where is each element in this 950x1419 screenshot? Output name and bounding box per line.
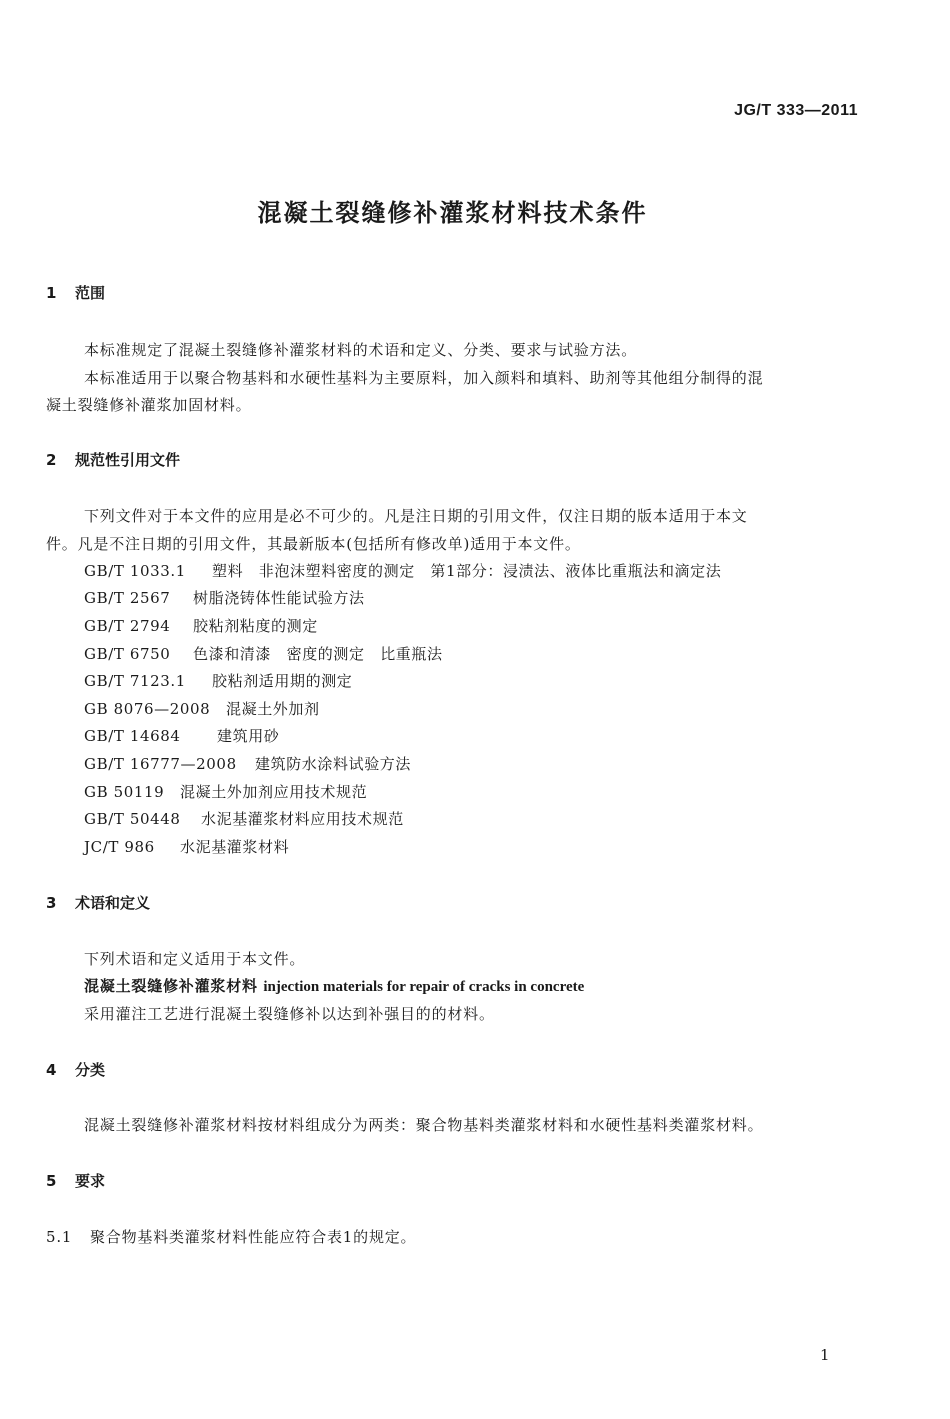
reference-title: 塑料 非泡沫塑料密度的测定 第1部分：浸渍法、液体比重瓶法和滴定法 (212, 562, 722, 580)
reference-code: GB/T 14684 (84, 727, 181, 745)
terms-intro: 下列术语和定义适用于本文件。 (84, 950, 306, 968)
section-number: 3 (46, 894, 57, 912)
classification-text: 混凝土裂缝修补灌浆材料按材料组成分为两类：聚合物基料类灌浆材料和水硬性基料类灌浆材料。 (84, 1116, 764, 1134)
reference-code: JC/T 986 (84, 838, 155, 856)
reference-code: GB/T 6750 (84, 645, 171, 663)
reference-code: GB/T 2567 (84, 589, 171, 607)
section-number: 2 (46, 451, 57, 469)
standard-code: JG/T 333—2011 (734, 102, 858, 119)
reference-code: GB/T 16777—2008 (84, 755, 237, 773)
reference-title: 胶粘剂适用期的测定 (212, 672, 353, 690)
reference-code: GB/T 1033.1 (84, 562, 186, 580)
reference-title: 水泥基灌浆材料应用技术规范 (201, 810, 404, 828)
reference-title: 水泥基灌浆材料 (180, 838, 290, 856)
references-intro-line-1: 下列文件对于本文件的应用是必不可少的。凡是注日期的引用文件，仅注日期的版本适用于本文 (84, 507, 748, 525)
reference-title: 混凝土外加剂 (226, 700, 320, 718)
section-title: 分类 (75, 1061, 106, 1079)
reference-item (84, 725, 279, 746)
section-number: 4 (46, 1061, 57, 1079)
reference-item (84, 698, 320, 719)
page-number: 1 (820, 1346, 830, 1364)
reference-item (84, 587, 365, 608)
section-2-heading (46, 449, 180, 470)
reference-code: GB/T 2794 (84, 617, 171, 635)
reference-code: GB 8076—2008 (84, 700, 211, 718)
reference-item (84, 753, 411, 774)
reference-item (84, 560, 721, 581)
reference-item (84, 615, 318, 636)
reference-code: GB 50119 (84, 783, 165, 801)
clause-5-1 (46, 1226, 416, 1247)
reference-title: 建筑防水涂料试验方法 (255, 755, 412, 773)
scope-paragraph-1: 本标准规定了混凝土裂缝修补灌浆材料的术语和定义、分类、要求与试验方法。 (84, 341, 638, 359)
reference-code: GB/T 7123.1 (84, 672, 186, 690)
section-number: 1 (46, 284, 57, 302)
reference-title: 胶粘剂粘度的测定 (193, 617, 318, 635)
section-5-heading (46, 1170, 105, 1191)
reference-item (84, 781, 367, 802)
reference-item (84, 670, 352, 691)
scope-paragraph-2-line-2: 凝土裂缝修补灌浆加固材料。 (46, 396, 252, 414)
reference-title: 混凝土外加剂应用技术规范 (180, 783, 368, 801)
document-title: 混凝土裂缝修补灌浆材料技术条件 (257, 199, 648, 227)
clause-number: 5.1 (46, 1228, 73, 1246)
section-1-heading (46, 282, 105, 303)
reference-item (84, 836, 289, 857)
reference-code: GB/T 50448 (84, 810, 181, 828)
reference-title: 树脂浇铸体性能试验方法 (193, 589, 365, 607)
reference-title: 色漆和清漆 密度的测定 比重瓶法 (193, 645, 443, 663)
scope-paragraph-2-line-1: 本标准适用于以聚合物基料和水硬性基料为主要原料，加入颜料和填料、助剂等其他组分制得的混 (84, 369, 764, 387)
section-title: 范围 (75, 284, 106, 302)
references-intro-line-2: 件。凡是不注日期的引用文件，其最新版本(包括所有修改单)适用于本文件。 (46, 535, 581, 553)
clause-text: 聚合物基料类灌浆材料性能应符合表1的规定。 (90, 1228, 417, 1246)
term-definition: 采用灌注工艺进行混凝土裂缝修补以达到补强目的的材料。 (84, 1005, 495, 1023)
reference-item (84, 808, 404, 829)
section-title: 要求 (75, 1172, 106, 1190)
term-english: injection materials for repair of cracks in concrete (263, 979, 585, 995)
term-entry (84, 975, 584, 996)
section-number: 5 (46, 1172, 57, 1190)
term-chinese: 混凝土裂缝修补灌浆材料 (84, 977, 258, 995)
section-3-heading (46, 892, 150, 913)
reference-title: 建筑用砂 (217, 727, 280, 745)
section-title: 术语和定义 (75, 894, 151, 912)
section-4-heading (46, 1059, 105, 1080)
section-title: 规范性引用文件 (75, 451, 181, 469)
reference-item (84, 643, 443, 664)
